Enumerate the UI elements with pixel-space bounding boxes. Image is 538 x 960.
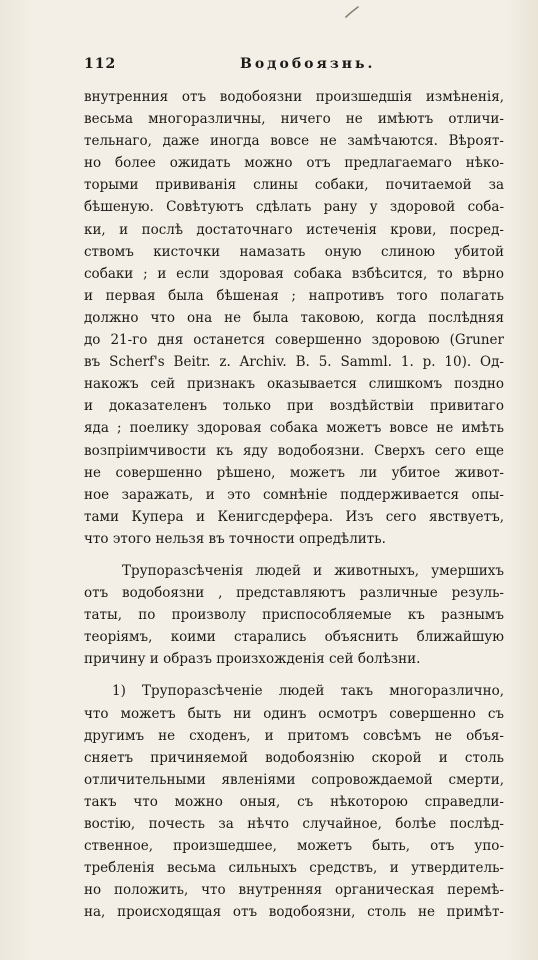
paragraph-line: что можетъ быть ни одинъ осмотръ совершенно съ (84, 705, 504, 722)
paragraph-line: такъ что можно оныя, съ нѣкоторою справедли- (84, 793, 504, 810)
text-line: весьма многоразличны, ничего не имѣютъ отличи- (84, 111, 504, 128)
paragraph-line: востію, почесть за нѣчто случайное, болѣе послѣд- (84, 816, 504, 832)
paragraph-line: на, происходящая отъ водобоязни, столь не примѣт- (84, 904, 504, 921)
text-line: накожъ сей признакъ оказывается слишкомъ поздно (84, 376, 504, 393)
text-line: должно что она не была таковою, когда послѣдняя (84, 309, 504, 326)
text-line: въ Scherf's Beitr. z. Archiv. B. 5. Samml. 1. p. 10). Од- (84, 354, 504, 371)
paragraph-gap (84, 670, 504, 680)
text-line: что этого нельзя въ точности опредѣлить. (84, 530, 386, 547)
page-header (84, 54, 498, 76)
paragraph-line: таты, по произволу приспособляемые къ разнымъ (84, 607, 504, 624)
paragraph-gap (84, 550, 504, 560)
text-line: собаки ; и если здоровая собака взбѣсится, то вѣрно (84, 265, 504, 282)
text-line: до 21-го дня останется совершенно здоровою (Gruner (84, 332, 504, 349)
text-line: ное заражать, и это сомнѣніе поддерживается опы- (84, 486, 504, 503)
paragraph-line: 1) Трупоразсѣченіе людей такъ многоразлично, (112, 683, 504, 700)
text-line: бѣшеную. Совѣтуютъ сдѣлать рану у здоровой соба- (84, 199, 504, 216)
text-line: не совершенно рѣшено, можетъ ли убитое живот- (84, 464, 504, 481)
text-body (84, 86, 504, 923)
paragraph-line: причину и образъ произхожденія сей болѣзни. (84, 651, 421, 668)
paragraph-line: сняетъ причиняемой водобоязнію скорой и столь (84, 749, 504, 766)
running-head: Водобоязнь. (240, 56, 376, 72)
text-line: торыми прививанія слины собаки, почитаемой за (84, 177, 504, 194)
pencil-mark-icon (345, 6, 359, 18)
text-line: и первая была бѣшеная ; напротивъ того полагать (84, 287, 504, 304)
paragraph-line: отличительными явленіями сопровождаемой смерти, (84, 771, 504, 788)
text-line: внутренния отъ водобоязни произшедшія измѣненія, (84, 89, 504, 105)
text-line: возпріимчивости къ яду водобоязни. Сверхъ сего еще (84, 442, 504, 459)
paragraph-line: теоріямъ, коими старались объяснить ближайшую (84, 629, 504, 646)
text-line: и доказателенъ только при воздѣйствіи привитаго (84, 398, 504, 415)
text-line: яда ; поелику здоровая собака можетъ вовсе не имѣть (84, 420, 504, 437)
text-line: тельнаго, даже иногда вовсе не замѣчаются. Вѣроят- (84, 133, 504, 150)
text-line: ствомъ кисточки намазать оную слиною убитой (84, 243, 504, 260)
paragraph-line: ственное, произшедшее, можетъ быть, отъ упо- (84, 838, 504, 855)
page-number: 112 (84, 56, 117, 72)
paragraph-line: но положить, что внутренняя органическая перемѣ- (84, 882, 504, 899)
paragraph-line: другимъ не сходенъ, и притомъ совсѣмъ не объя- (84, 727, 504, 744)
text-line: тами Купера и Кенигсдерфера. Изъ сего явствуетъ, (84, 508, 504, 525)
paragraph-line: отъ водобоязни , представляютъ различные резуль- (84, 585, 504, 602)
text-line: ки, и послѣ достаточнаго истеченія крови, посред- (84, 221, 504, 238)
paragraph-line: Трупоразсѣченія людей и животныхъ, умершихъ (122, 562, 504, 579)
text-line: но более ожидать можно отъ предлагаемаго нѣко- (84, 155, 504, 172)
paragraph-line: требленія весьма сильныхъ средствъ, и утвердитель- (84, 860, 504, 877)
